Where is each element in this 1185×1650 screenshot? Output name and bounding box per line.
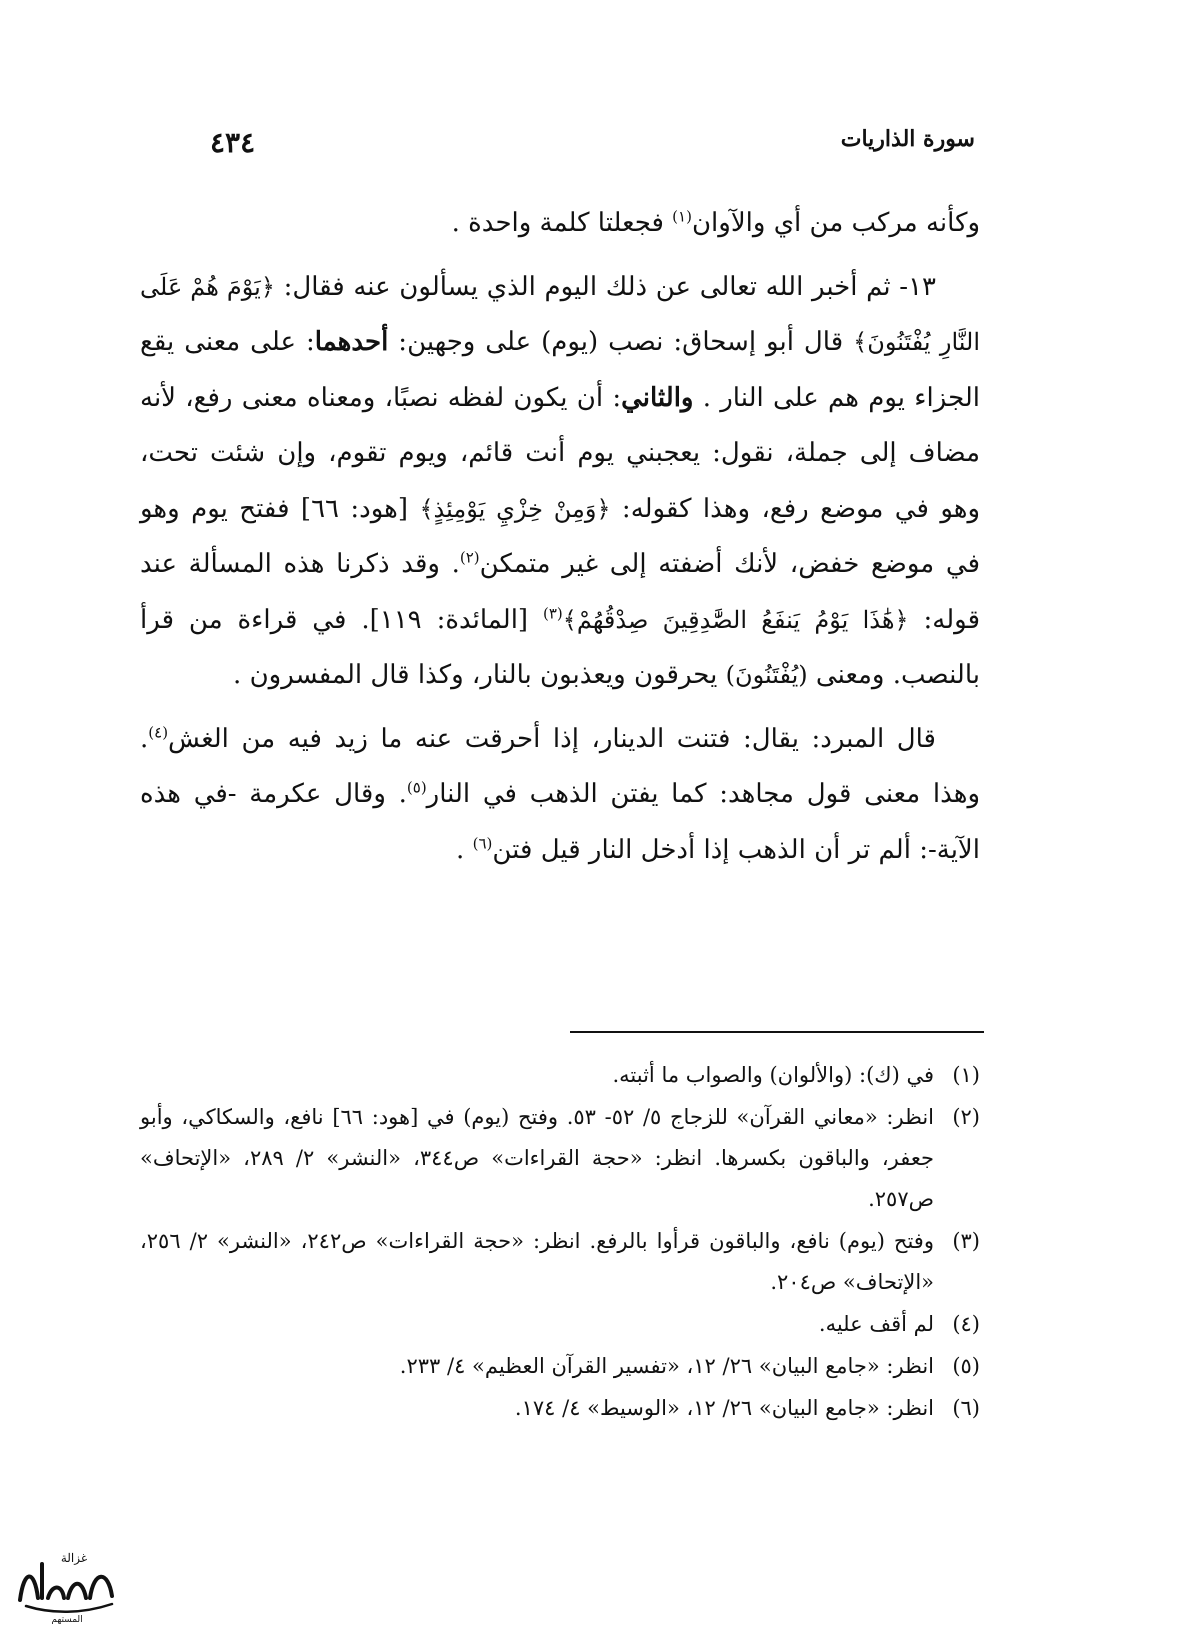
text-run: [هود: ٦٦] ففتح يوم وهو في موضع خفض، لأنك أضفته إلى غير متمكن bbox=[140, 493, 980, 579]
footnote-ref-2: (٢) bbox=[459, 548, 480, 567]
text-run: [المائدة: ١١٩]. في قراءة من قرأ بالنصب. ومعنى bbox=[140, 604, 980, 690]
quran-verse: ﴿يَوْمَ هُمْ عَلَى النَّارِ يُفْتَنُونَ﴾ bbox=[140, 272, 980, 356]
main-text bbox=[140, 196, 980, 886]
footnote-text: في (ك): (والألوان) والصواب ما أثبته. bbox=[612, 1063, 934, 1087]
footnote-5 bbox=[140, 1346, 980, 1387]
surah-title: سورة الذاريات bbox=[840, 126, 975, 152]
text-run: وكأنه مركب من أي والآوان bbox=[691, 208, 980, 238]
page-number: ٤٣٤ bbox=[210, 126, 256, 159]
paragraph-1 bbox=[140, 196, 980, 252]
page-header bbox=[210, 126, 975, 166]
footnote-6 bbox=[140, 1388, 980, 1429]
text-run: يحرقون ويعذبون بالنار، وكذا قال المفسرون . bbox=[233, 660, 726, 690]
text-run: . bbox=[456, 834, 473, 865]
text-run: فجعلتا كلمة واحدة . bbox=[451, 208, 673, 238]
quran-word: (يُفْتَنُونَ) bbox=[725, 661, 808, 689]
footnote-ref-3: (٣) bbox=[543, 603, 563, 622]
logo-text: المستهم bbox=[51, 1615, 83, 1624]
footnote-2 bbox=[140, 1097, 980, 1220]
text-run: . وقد ذكرنا هذه المسألة عند قوله: bbox=[140, 549, 980, 635]
footnote-text: وفتح (يوم) نافع، والباقون قرأوا بالرفع. انظر: «حجة القراءات» ص٢٤٢، «النشر» ٢/ ٢٥٦، «الإتحاف» ص٢٠٤. bbox=[140, 1229, 934, 1294]
footnote-number: (٤) bbox=[952, 1312, 980, 1336]
footnote-text: لم أقف عليه. bbox=[818, 1312, 934, 1336]
text-run: قال أبو إسحاق: نصب (يوم) على وجهين: bbox=[388, 327, 854, 357]
quran-verse: ﴿وَمِنْ خِزْيِ يَوْمِئِذٍ﴾ bbox=[419, 494, 611, 523]
text-run: ١٣- ثم أخبر الله تعالى عن ذلك اليوم الذي يسألون عنه فقال: bbox=[274, 271, 937, 302]
footnote-ref-5: (٥) bbox=[406, 778, 427, 797]
footnote-number: (٥) bbox=[952, 1354, 980, 1378]
text-run: . وقال عكرمة -في هذه الآية-: ألم تر أن الذهب إذا أدخل النار قيل فتن bbox=[140, 779, 980, 865]
footnotes bbox=[140, 1055, 980, 1430]
text-run: . وهذا معنى قول مجاهد: كما يفتن الذهب في النار bbox=[140, 723, 980, 809]
footnote-text: انظر: «جامع البيان» ٢٦/ ١٢، «الوسيط» ٤/ ١٧٤. bbox=[514, 1396, 934, 1420]
footnote-number: (٣) bbox=[952, 1229, 980, 1253]
paragraph-2 bbox=[140, 260, 980, 704]
footnote-ref-1: (١) bbox=[672, 207, 692, 226]
footnote-text: انظر: «معاني القرآن» للزجاج ٥/ ٥٢- ٥٣. وفتح (يوم) في [هود: ٦٦] نافع، والسكاكي، وأبو جعفر، والباقون بكسرها. انظر: «حجة القراءات» ص٣٤٤، «النشر» ٢/ ٢٨٩، «الإتحاف» ص٢٥٧. bbox=[140, 1105, 935, 1211]
paragraph-3 bbox=[140, 712, 980, 879]
footnote-1 bbox=[140, 1055, 980, 1096]
bold-term: أحدهما bbox=[314, 327, 389, 357]
text-run: قال المبرد: يقال: فتنت الدينار، إذا أحرقت عنه ما زيد فيه من الغش bbox=[168, 723, 936, 754]
footnote-divider bbox=[570, 1031, 984, 1033]
footnote-number: (١) bbox=[952, 1063, 980, 1087]
text-run: : أن يكون لفظه نصبًا، ومعناه معنى رفع، لأنه مضاف إلى جملة، نقول: يعجبني يوم أنت قائم، ويوم تقوم، وإن شئت تحت، وهو في موضع رفع، وهذا كقوله: bbox=[140, 382, 981, 524]
bold-term: والثاني bbox=[621, 382, 694, 413]
footnote-3 bbox=[140, 1221, 980, 1303]
footnote-4 bbox=[140, 1304, 980, 1345]
footnote-text: انظر: «جامع البيان» ٢٦/ ١٢، «تفسير القرآن العظيم» ٤/ ٢٣٣. bbox=[399, 1354, 934, 1378]
footnote-ref-6: (٦) bbox=[472, 833, 493, 852]
footnote-number: (٢) bbox=[952, 1105, 980, 1129]
logo-subtext: غزالة bbox=[60, 1551, 88, 1565]
footnote-ref-4: (٤) bbox=[148, 722, 169, 741]
text-run: : على معنى يقع الجزاء يوم هم على النار . bbox=[140, 327, 981, 413]
footnote-number: (٦) bbox=[952, 1396, 980, 1420]
publisher-logo-icon bbox=[12, 1540, 122, 1624]
quran-verse: ﴿هَٰذَا يَوْمُ يَنفَعُ الصَّٰدِقِينَ صِدْقُهُمْ﴾ bbox=[562, 605, 909, 634]
